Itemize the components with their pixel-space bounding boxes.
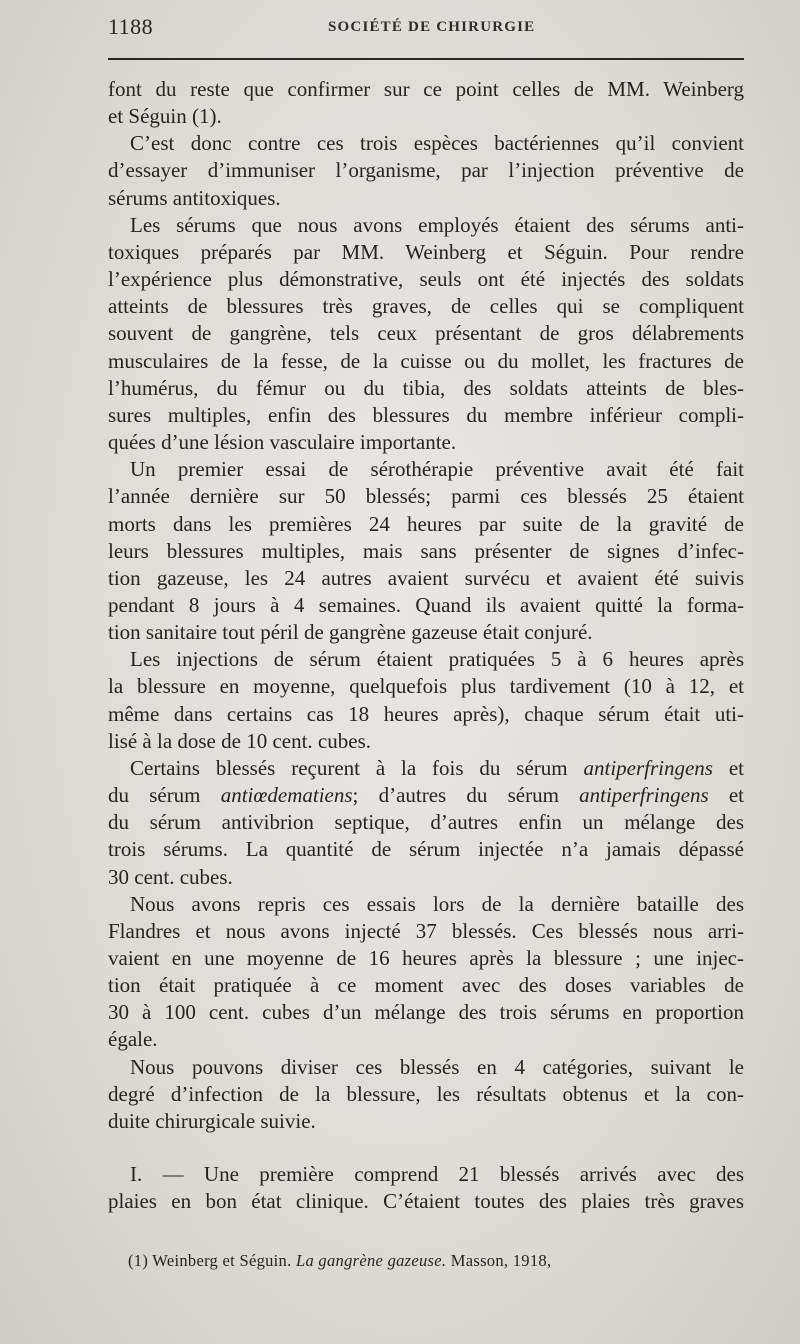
- header-rule: [108, 58, 744, 60]
- text-line: Flandres et nous avons injecté 37 blessés. Ces blessés nous arri-: [108, 918, 744, 943]
- footnote-publisher: Masson, 1918,: [450, 1251, 552, 1270]
- text-line: l’expérience plus démonstrative, seuls ont été injectés des soldats: [108, 267, 744, 292]
- running-head: SOCIÉTÉ DE CHIRURGIE: [328, 19, 536, 35]
- paragraph-gap: [108, 1135, 744, 1161]
- text-line: Les injections de sérum étaient pratiquées 5 à 6 heures après: [130, 647, 744, 672]
- text-run: du sérum: [108, 783, 221, 808]
- text-line: leurs blessures multiples, mais sans présenter de signes d’infec-: [108, 538, 744, 563]
- text-line: l’humérus, du fémur ou du tibia, des soldats atteints de bles-: [108, 375, 744, 400]
- text-line: la blessure en moyenne, quelquefois plus tardivement (10 à 12, et: [108, 674, 744, 699]
- text-line: Un premier essai de sérothérapie préventive avait été fait: [130, 457, 744, 482]
- text-run: et: [708, 783, 744, 808]
- text-line: vaient en une moyenne de 16 heures après la blessure ; une injec-: [108, 946, 744, 970]
- text-line: du sérum antivibrion septique, d’autres enfin un mélange des: [108, 810, 744, 835]
- body-text: [108, 76, 744, 1215]
- text-line: sures multiples, enfin des blessures du membre inférieur compli-: [108, 402, 744, 427]
- footnote-marker: (1): [128, 1251, 149, 1270]
- italic-term: antiperfringens: [579, 783, 709, 808]
- text-line: Nous pouvons diviser ces blessés en 4 catégories, suivant le: [130, 1054, 744, 1079]
- text-line: tion sanitaire tout péril de gangrène gazeuse était conjuré.: [108, 620, 593, 645]
- text-line: égale.: [108, 1027, 158, 1052]
- text-line: trois sérums. La quantité de sérum injectée n’a jamais dépassé: [108, 837, 744, 862]
- text-line: Les sérums que nous avons employés étaient des sérums anti-: [130, 212, 744, 237]
- text-line: toxiques préparés par MM. Weinberg et Séguin. Pour rendre: [108, 239, 744, 264]
- text-line: lisé à la dose de 10 cent. cubes.: [108, 728, 371, 753]
- page-header: [108, 14, 742, 44]
- text-run: et: [712, 755, 745, 780]
- text-line: quées d’une lésion vasculaire importante.: [108, 430, 457, 455]
- text-line: tion gazeuse, les 24 autres avaient survécu et avaient été suivis: [108, 565, 744, 590]
- text-line: tion était pratiquée à ce moment avec des doses variables de: [108, 973, 744, 998]
- italic-term: antiperfringens: [583, 755, 713, 780]
- text-line: [108, 782, 744, 809]
- text-line: pendant 8 jours à 4 semaines. Quand ils avaient quitté la forma-: [108, 592, 744, 617]
- footnote-authors: Weinberg et Séguin.: [152, 1251, 292, 1270]
- italic-term: antiœdematiens: [220, 783, 353, 808]
- text-line: d’essayer d’immuniser l’organisme, par l’injection préventive de: [108, 158, 744, 183]
- text-line: atteints de blessures très graves, de celles qui se compliquent: [108, 294, 744, 319]
- text-line: l’année dernière sur 50 blessés; parmi ces blessés 25 étaient: [108, 484, 744, 509]
- text-line: musculaires de la fesse, de la cuisse ou du mollet, les fractures de: [108, 348, 744, 373]
- text-line: même dans certains cas 18 heures après), chaque sérum était uti-: [108, 701, 744, 726]
- text-line: et Séguin (1).: [108, 104, 222, 129]
- text-line: [108, 755, 744, 782]
- text-line: duite chirurgicale suivie.: [108, 1108, 316, 1133]
- footnote-title: La gangrène gazeuse.: [295, 1251, 447, 1270]
- text-line: 30 à 100 cent. cubes d’un mélange des trois sérums en proportion: [108, 1000, 744, 1025]
- text-line: souvent de gangrène, tels ceux présentant de gros délabrements: [108, 321, 744, 346]
- text-line: degré d’infection de la blessure, les résultats obtenus et la con-: [108, 1081, 744, 1106]
- text-run: ; d’autres du sérum: [352, 783, 580, 808]
- text-line: plaies en bon état clinique. C’étaient toutes des plaies très graves: [108, 1189, 744, 1214]
- text-line: Nous avons repris ces essais lors de la dernière bataille des: [130, 891, 744, 916]
- page-number: 1188: [108, 14, 154, 39]
- text-line: 30 cent. cubes.: [108, 864, 233, 889]
- footnote: [128, 1251, 551, 1271]
- text-line: C’est donc contre ces trois espèces bactériennes qu’il convient: [130, 131, 744, 156]
- text-run: Certains blessés reçurent à la fois du sérum: [130, 755, 584, 780]
- text-line: sérums antitoxiques.: [108, 185, 281, 210]
- text-line: font du reste que confirmer sur ce point celles de MM. Weinberg: [108, 77, 744, 101]
- text-line: I. — Une première comprend 21 blessés arrivés avec des: [130, 1162, 744, 1187]
- text-line: morts dans les premières 24 heures par suite de la gravité de: [108, 511, 744, 536]
